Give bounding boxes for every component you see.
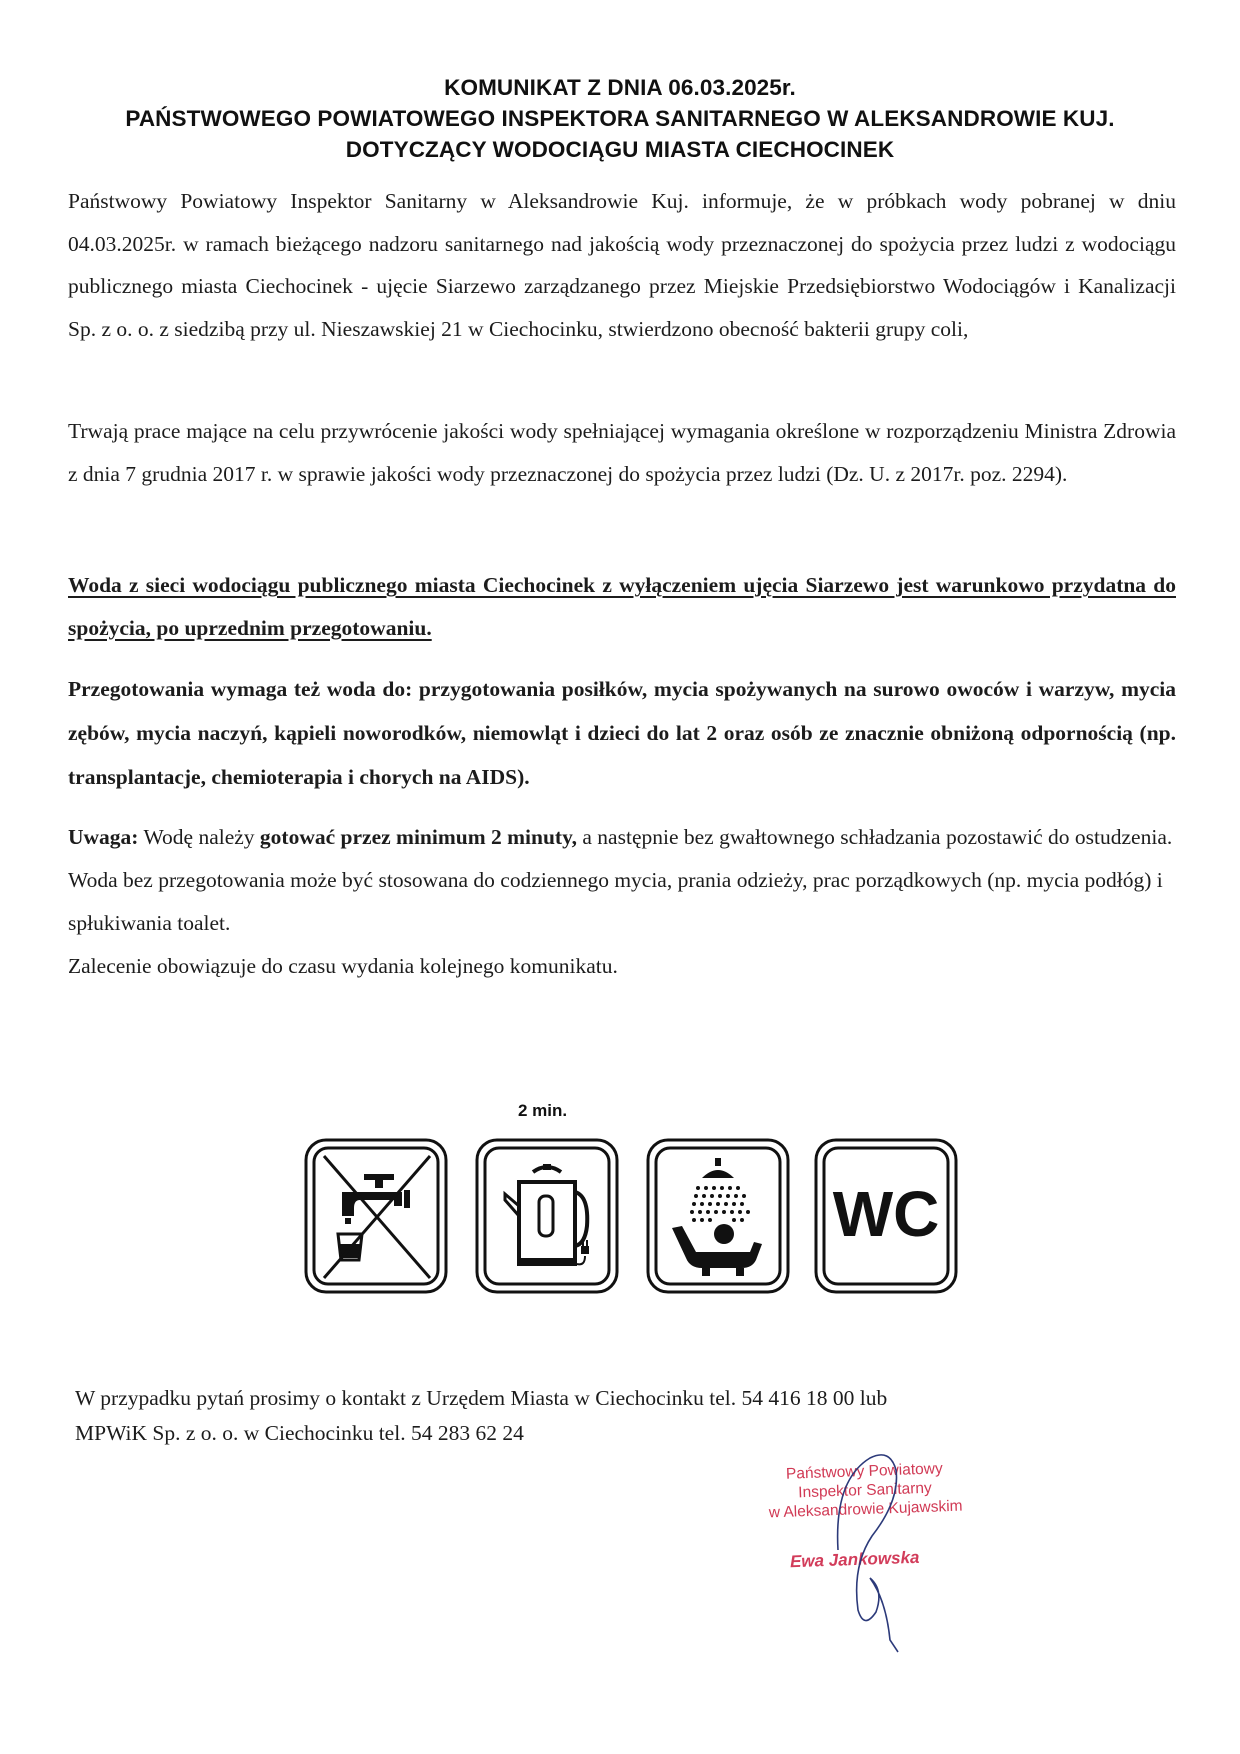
stamp-name: Ewa Jankowska: [789, 1547, 920, 1572]
warning-text-b: a następnie bez gwałtownego schładzania pozostawić do ostudzenia.: [577, 825, 1173, 849]
header-line-1: KOMUNIKAT Z DNIA 06.03.2025r.: [444, 75, 796, 100]
warning-line-1: [68, 816, 1176, 859]
contact-line-1: W przypadku pytań prosimy o kontakt z Urzędem Miasta w Ciechocinku tel. 54 416 18 00 lub: [75, 1386, 888, 1410]
no-tap-water-icon: [302, 1136, 450, 1296]
paragraph-ongoing-work: Trwają prace mające na celu przywrócenie jakości wody spełniającej wymagania określone w rozporządzeniu Ministra Zdrowia z dnia 7 grudnia 2017 r. w sprawie jakości wody przeznaczonej do spożycia przez ludzi (Dz. U. z 2017r. poz. 2294).: [68, 419, 1176, 486]
wc-label: WC: [832, 1178, 940, 1250]
warning-line-3: Zalecenie obowiązuje do czasu wydania kolejnego komunikatu.: [68, 954, 618, 978]
warning-label: Uwaga:: [68, 825, 139, 849]
stamp-line-2: Inspektor Sanitarny: [797, 1479, 933, 1502]
stamp-line-1: Państwowy Powiatowy: [785, 1460, 943, 1483]
paragraph-boiling-requirements: Przegotowania wymaga też woda do: przygotowania posiłków, mycia spożywanych na surowo owoców i warzyw, mycia zębów, mycia naczyń, kąpieli noworodków, niemowląt i dzieci do lat 2 oraz osób ze znacznie obniżoną odpornością (np. transplantacje, chemioterapia i chorych na AIDS).: [68, 677, 1176, 789]
announcement-header: [60, 72, 1180, 165]
header-line-3: DOTYCZĄCY WODOCIĄGU MIASTA CIECHOCINEK: [345, 137, 895, 162]
warning-block: [68, 816, 1176, 988]
warning-text-a: Wodę należy: [138, 825, 260, 849]
warning-bold: gotować przez minimum 2 minuty,: [259, 825, 578, 849]
paragraph-conditional-fitness: Woda z sieci wodociągu publicznego miasta Ciechocinek z wyłączeniem ujęcia Siarzewo jest warunkowo przydatna do spożycia, po uprzednim przegotowaniu.: [68, 573, 1176, 640]
stamp-line-3: w Aleksandrowie Kujawskim: [768, 1497, 963, 1522]
header-line-2: PAŃSTWOWEGO POWIATOWEGO INSPEKTORA SANITARNEGO W ALEKSANDROWIE KUJ.: [125, 106, 1115, 131]
contact-line-2: MPWiK Sp. z o. o. w Ciechocinku tel. 54 283 62 24: [75, 1421, 524, 1445]
shower-bath-icon: [644, 1136, 792, 1296]
stamp-text: [739, 1458, 991, 1524]
warning-line-2: Woda bez przegotowania może być stosowana do codziennego mycia, prania odzieży, prac porządkowych (np. mycia podłóg) i spłukiwania toalet.: [68, 868, 1163, 935]
paragraph-findings: Państwowy Powiatowy Inspektor Sanitarny w Aleksandrowie Kuj. informuje, że w próbkach wody pobranej w dniu 04.03.2025r. w ramach bieżącego nadzoru sanitarnego nad jakością wody przeznaczonej do spożycia przez ludzi z wodociągu publicznego miasta Ciechocinek - ujęcie Siarzewo zarządzanego przez Miejskie Przedsiębiorstwo Wodociągów i Kanalizacji Sp. z o. o. z siedzibą przy ul. Nieszawskiej 21 w Ciechocinku, stwierdzono obecność bakterii grupy coli,: [68, 189, 1176, 341]
icons-caption: 2 min.: [518, 1101, 568, 1120]
official-stamp: [740, 1440, 1040, 1670]
kettle-icon: [473, 1136, 621, 1296]
wc-icon: [812, 1136, 960, 1296]
